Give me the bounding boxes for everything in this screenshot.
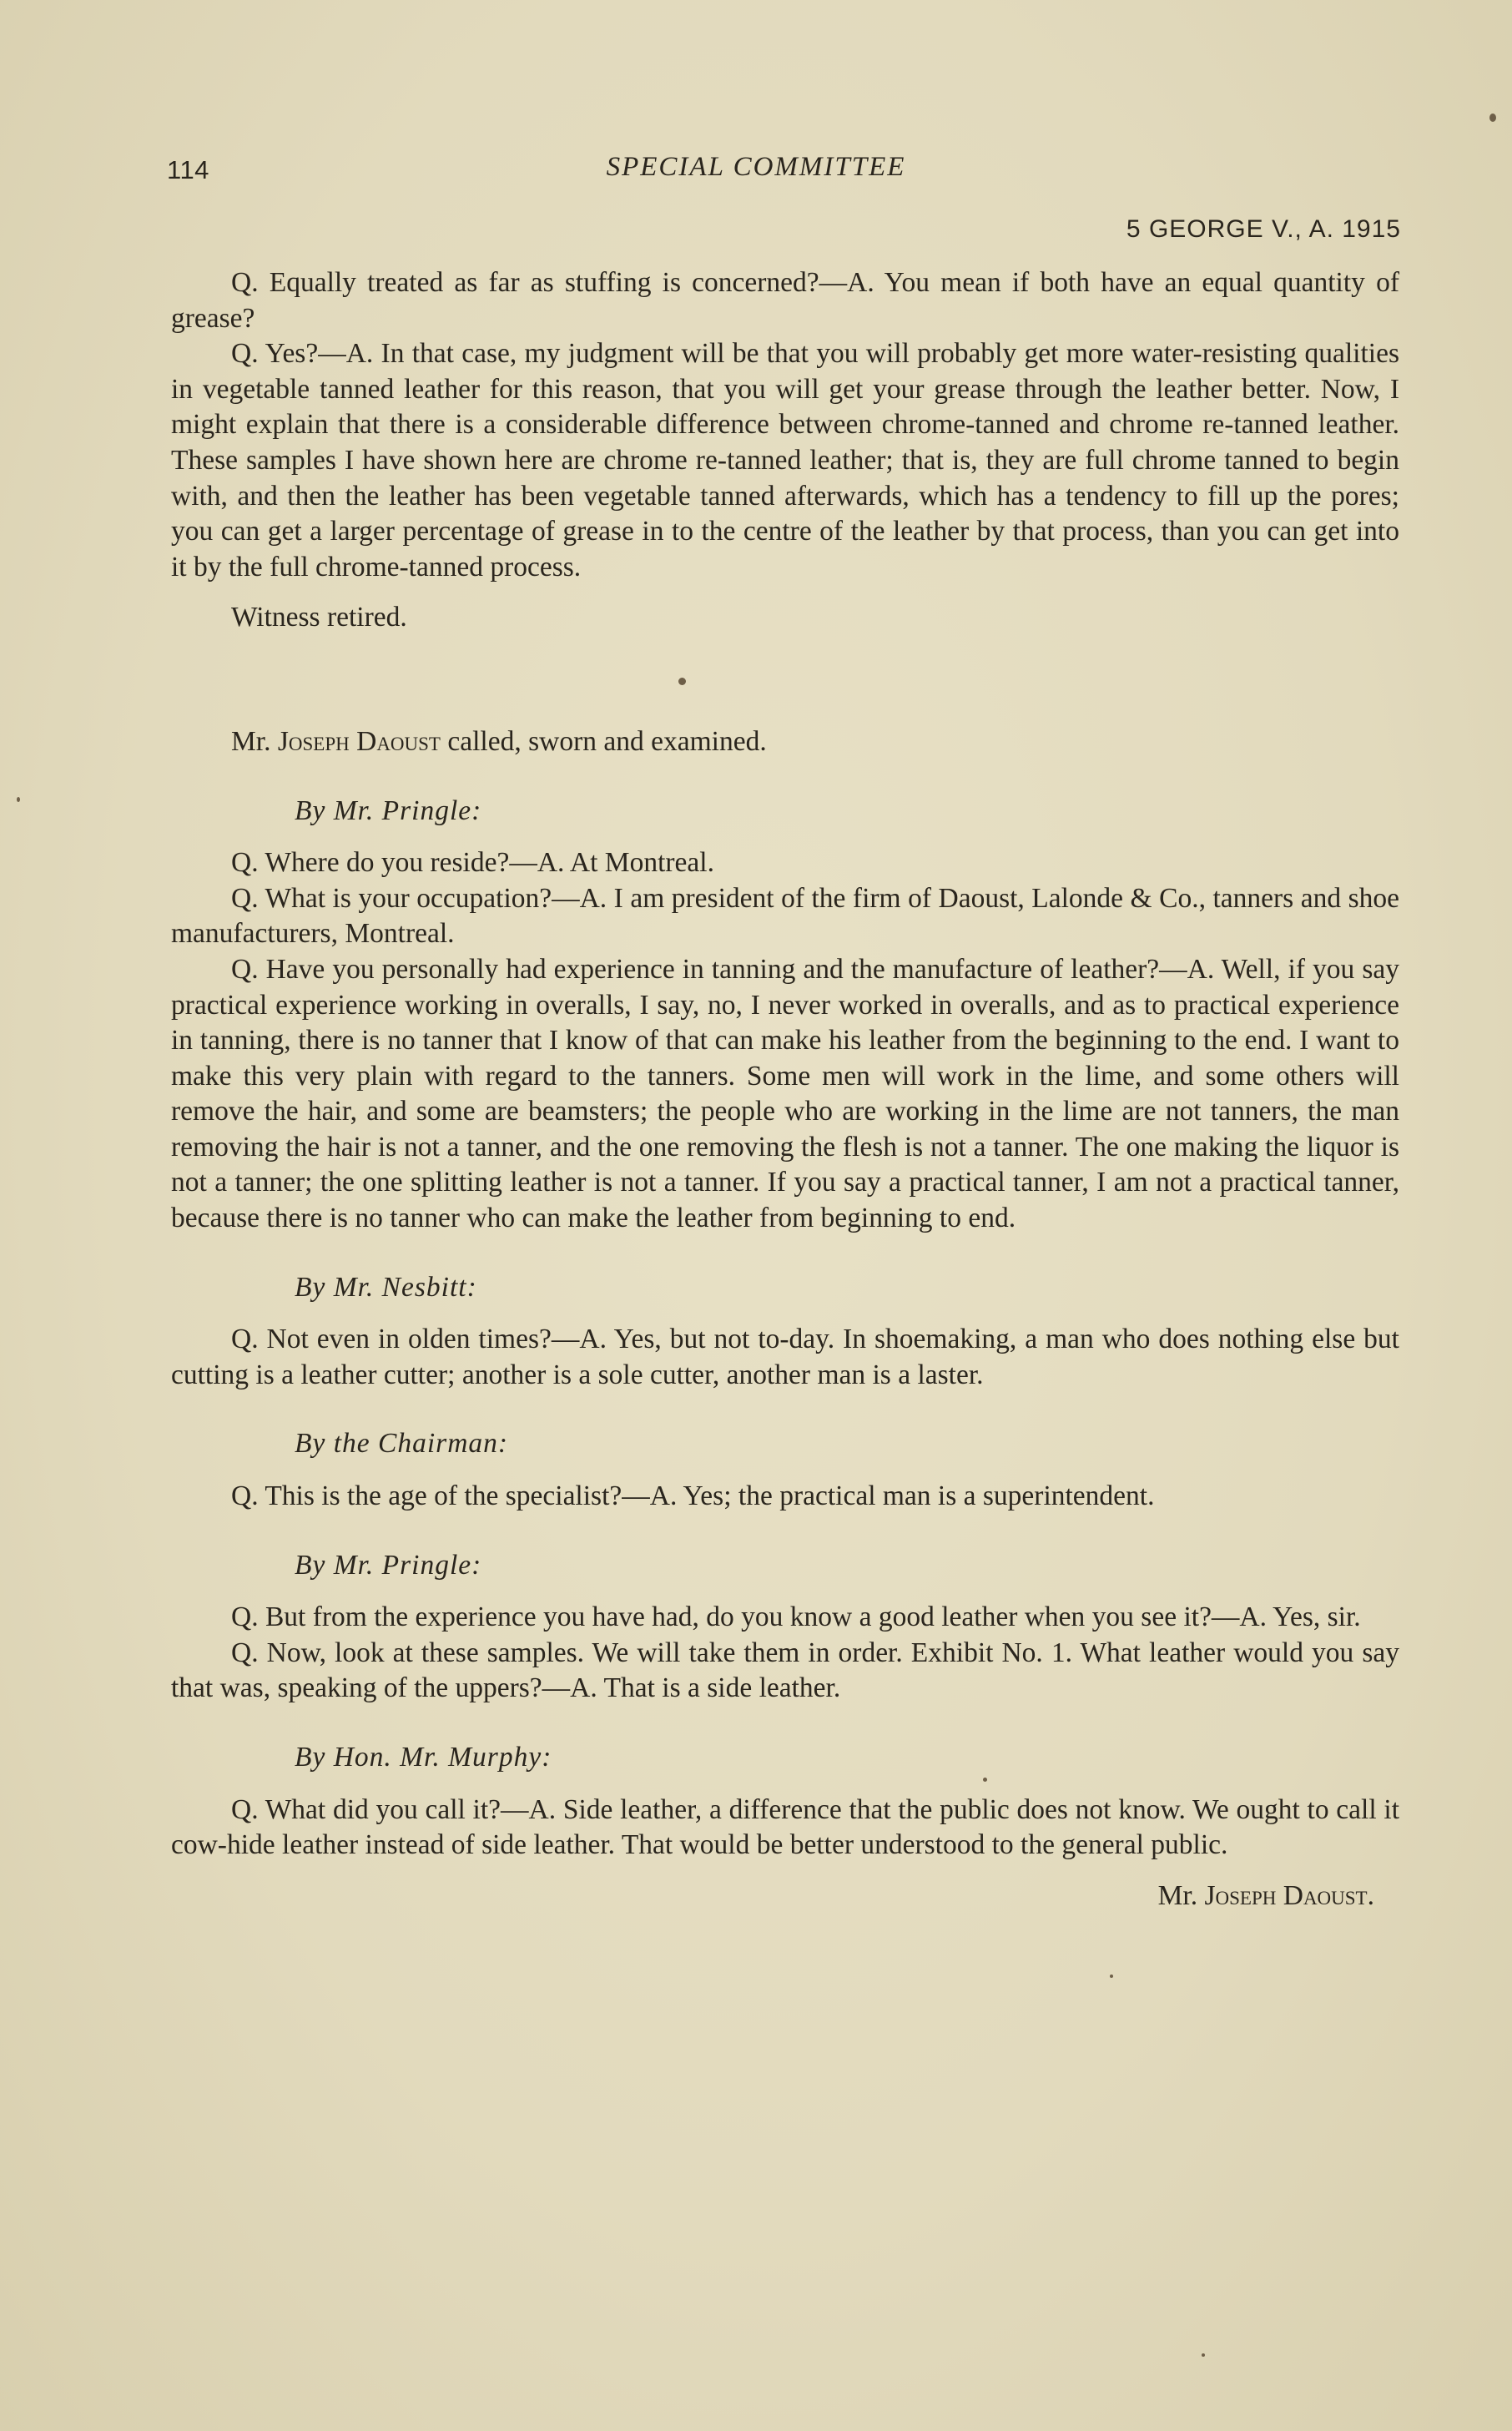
paragraph-q-olden-times: Q. Not even in olden times?—A. Yes, but not to-day. In shoemaking, a man who does nothing else but cutting is a leather cutter; another is a sole cutter, another man is a laster.	[171, 1324, 1399, 1390]
testimony-text	[171, 265, 1399, 1914]
ink-speck	[1110, 1975, 1113, 1978]
called-suffix: called, sworn and examined.	[441, 725, 767, 757]
ink-speck	[1489, 113, 1496, 122]
witness-retired-note: Witness retired.	[231, 602, 407, 633]
paragraph-q-occupation: Q. What is your occupation?—A. I am president of the firm of Daoust, Lalonde & Co., tanners and shoe manufacturers, Montreal.	[171, 882, 1399, 950]
called-prefix: Mr.	[231, 725, 278, 757]
witness-called-line	[171, 724, 1399, 760]
examiner-heading-nesbitt: By Mr. Nesbitt:	[295, 1271, 477, 1303]
examiner-heading-pringle: By Mr. Pringle:	[295, 794, 482, 826]
page-number: 114	[167, 155, 209, 184]
paragraph-q-reside: Q. Where do you reside?—A. At Montreal.	[231, 847, 714, 879]
signature-prefix: Mr.	[1157, 1879, 1205, 1911]
session-reference: 5 GEORGE V., A. 1915	[1126, 215, 1401, 243]
paragraph-q-call-it: Q. What did you call it?—A. Side leather, a difference that the public does not know. We ought to call it cow-hide leather instead of side leather. That would be better understood to the general public.	[171, 1793, 1399, 1861]
examiner-heading-murphy: By Hon. Mr. Murphy:	[295, 1742, 552, 1773]
examiner-heading-pringle-2: By Mr. Pringle:	[295, 1549, 482, 1581]
paragraph-q-equally-treated: Q. Equally treated as far as stuffing is concerned?—A. You mean if both have an equal quantity of grease?	[171, 267, 1399, 334]
paragraph-q-specialist: Q. This is the age of the specialist?—A. Yes; the practical man is a superintendent.	[231, 1480, 1155, 1512]
signature-line	[171, 1879, 1399, 1914]
signature-name: Joseph Daoust.	[1204, 1879, 1374, 1911]
paragraph-q-experience: Q. Have you personally had experience in tanning and the manufacture of leather?—A. Well, if you say practical experience working in overalls, I say, no, I never worked in overalls, and as to practical experience in tanning, there is no tanner that I know of that can make his leather from the beginning to the end. I want to make this very plain with regard to the tanners. Some men will work in the lime, and some others will remove the hair, and some are beamsters; the people who are working in the lime are not tanners, the man removing the hair is not a tanner, and the one removing the flesh is not a tanner. The one making the liquor is not a tanner; the one splitting leather is not a tanner. If you say a practical tanner, I am not a practical tanner, because there is no tanner who can make the leather from beginning to end.	[171, 953, 1399, 1234]
ink-speck	[678, 678, 686, 685]
running-head: SPECIAL COMMITTEE	[606, 152, 906, 182]
examiner-heading-chairman: By the Chairman:	[295, 1428, 509, 1460]
ink-speck	[983, 1778, 987, 1782]
paragraph-q-samples: Q. Now, look at these samples. We will take them in order. Exhibit No. 1. What leather would you say that was, speaking of the uppers?—A. That is a side leather.	[171, 1637, 1399, 1704]
paragraph-q-good-leather: Q. But from the experience you have had, do you know a good leather when you see it?—A. Yes, sir.	[231, 1601, 1361, 1633]
paragraph-q-yes-judgment: Q. Yes?—A. In that case, my judgment will be that you will probably get more water-resisting qualities in vegetable tanned leather for this reason, that you will get your grease through the leather better. Now, I might explain that there is a considerable difference between chrome-tanned and chrome re-tanned leather. These samples I have shown here are chrome re-tanned leather; that is, they are full chrome tanned to begin with, and then the leather has been vegetable tanned afterwards, which has a tendency to fill up the pores; you can get a larger percentage of grease in to the centre of the leather by that process, than you can get into it by the full chrome-tanned process.	[171, 338, 1399, 583]
ink-speck	[1202, 2353, 1205, 2357]
witness-name: Joseph Daoust	[277, 725, 441, 757]
ink-speck	[17, 797, 20, 802]
